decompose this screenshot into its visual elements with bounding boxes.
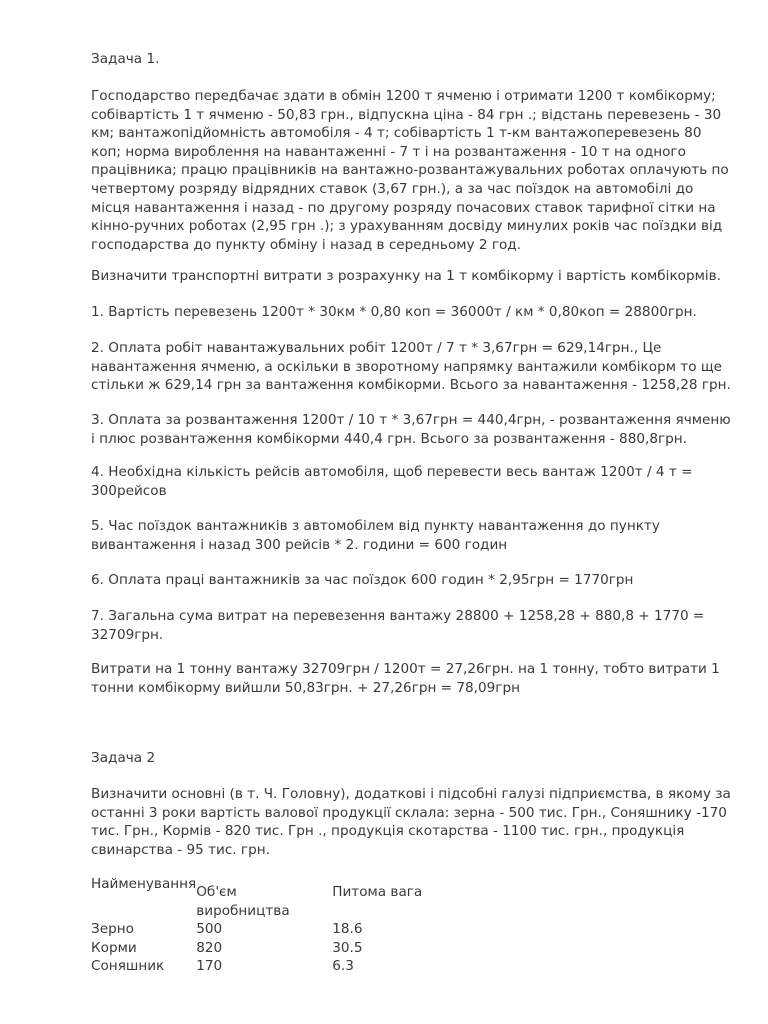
- table-cell: 170: [196, 958, 223, 975]
- task1-conclusion: Витрати на 1 тонну вантажу 32709грн / 1200т = 27,26грн. на 1 тонну, тобто витрати 1 тонни комбікорму вийшли 50,83грн. + 27,26грн = 78,09грн: [91, 661, 720, 696]
- table-cell: 18.6: [332, 921, 363, 938]
- table-header-cell: Найменування: [91, 876, 197, 892]
- table-cell: Зерно: [91, 921, 134, 938]
- task1-condition: Господарство передбачає здати в обмін 1200 т ячменю і отримати 1200 т комбікорму; собівартість 1 т ячменю - 50,83 грн., відпускна ціна - 84 грн .; відстань перевезень - 30 км; вантажопідйомність автомобіля - 4 т; собівартість 1 т-км вантажоперевезень 80 коп; норма вироблення на навантаженні - 7 т і на розвантаження - 10 т на одного працівника; працю працівників на вантажно-розвантажувальних роботах оплачують по четвертому розряду відрядних ставок (3,67 грн.), а за час поїздок на автомобілі до місця навантаження і назад - по другому розряду почасових ставок тарифної сітки на кінно-ручних роботах (2,95 грн .); з урахуванням досвіду минулих років час поїздки від господарства до пункту обміну і назад в середньому 2 год.: [91, 88, 729, 253]
- table-header-cell: Питома вага: [332, 884, 423, 900]
- table-cell: 30.5: [332, 939, 363, 956]
- task1-step-6: 6. Оплата праці вантажників за час поїздок 600 годин * 2,95грн = 1770грн: [91, 572, 634, 588]
- table-row: [91, 957, 452, 976]
- task1-title: Задача 1.: [91, 51, 160, 67]
- table-cell: Соняшник: [91, 958, 165, 975]
- task1-step-2: 2. Оплата робіт навантажувальних робіт 1200т / 7 т * 3,67грн = 629,14грн., Це навантаження ячменю, а оскільки в зворотному напрямку вантажили комбікорм то ще стільки ж 629,14 грн за вантаження комбікорми. Всього за навантаження - 1258,28 грн.: [91, 340, 731, 394]
- table-cell: 820: [196, 939, 223, 956]
- task1-step-4: 4. Необхідна кількість рейсів автомобіля, щоб перевести весь вантаж 1200т / 4 т = 300рейсов: [91, 464, 693, 499]
- production-table: [91, 875, 452, 976]
- task1-step-5: 5. Час поїздок вантажників з автомобілем від пункту навантаження до пункту вивантаження і назад 300 рейсів * 2. години = 600 годин: [91, 518, 660, 553]
- task1-step-3: 3. Оплата за розвантаження 1200т / 10 т * 3,67грн = 440,4грн, - розвантаження ячменю і плюс розвантаження комбікорми 440,4 грн. Всього за розвантаження - 880,8грн.: [91, 412, 731, 447]
- table-cell: 6.3: [332, 958, 354, 975]
- task2-title: Задача 2: [91, 750, 156, 766]
- task1-question: Визначити транспортні витрати з розрахунку на 1 т комбікорму і вартість комбікормів.: [91, 268, 721, 284]
- table-row: [91, 920, 452, 939]
- table-header-row: [91, 875, 452, 920]
- table-row: [91, 939, 452, 958]
- task2-condition: Визначити основні (в т. Ч. Головну), додаткові і підсобні галузі підприємства, в якому за останні 3 роки вартість валової продукції склала: зерна - 500 тис. Грн., Соняшнику -170 тис. Грн., Кормів - 820 тис. Грн ., продукція скотарства - 1100 тис. грн., продукція свинарства - 95 тис. грн.: [91, 786, 731, 858]
- task1-step-7: 7. Загальна сума витрат на перевезення вантажу 28800 + 1258,28 + 880,8 + 1770 = 32709грн.: [91, 608, 705, 643]
- task1-step-1: 1. Вартість перевезень 1200т * 30км * 0,80 коп = 36000т / км * 0,80коп = 28800грн.: [91, 304, 697, 320]
- table-cell: 500: [196, 921, 223, 938]
- table-header-cell: Об'єм виробництва: [196, 884, 290, 919]
- table-cell: Корми: [91, 939, 137, 956]
